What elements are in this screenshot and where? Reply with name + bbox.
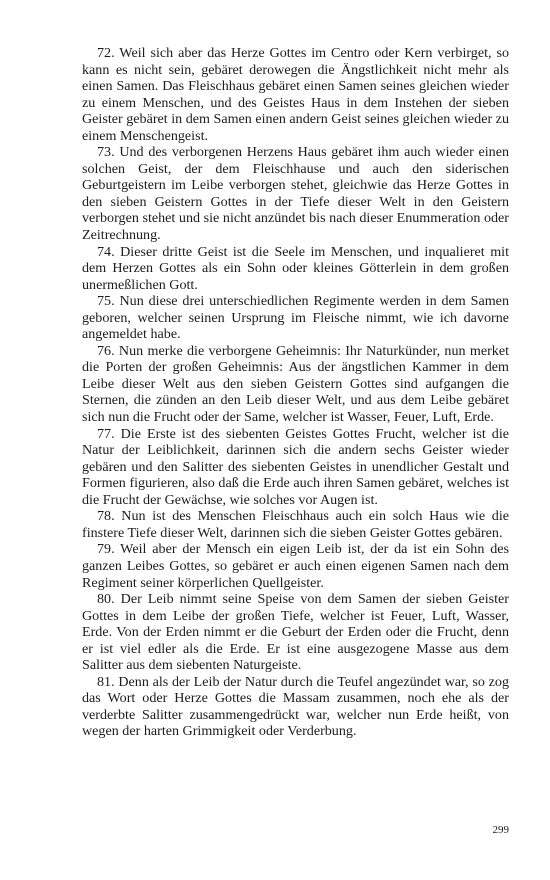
- paragraph-81: 81. Denn als der Leib der Natur durch die Teufel angezündet war, so zog das Wort oder Herze Gottes die Massam zusammen, noch ehe als der verderbte Salitter zusammengedrückt war, welcher nun Erde heißt, von wegen der harten Grimmigkeit oder Verderbung.: [82, 673, 509, 740]
- paragraph-79: 79. Weil aber der Mensch ein eigen Leib ist, der da ist ein Sohn des ganzen Leibes Gottes, so gebäret er auch einen eigenen Samen nach dem Regiment seiner körperlichen Quellgeister.: [82, 541, 509, 591]
- paragraph-74: 74. Dieser dritte Geist ist die Seele im Menschen, und inqualieret mit dem Herzen Gottes als ein Sohn oder kleines Götterlein in dem großen unermeßlichen Gott.: [82, 243, 509, 293]
- page-number: 299: [492, 824, 509, 836]
- paragraph-78: 78. Nun ist des Menschen Fleischhaus auch ein solch Haus wie die finstere Tiefe dieser Welt, darinnen sich die sieben Geister Gottes gebären.: [82, 508, 509, 541]
- paragraph-76: 76. Nun merke die verborgene Geheimnis: Ihr Naturkünder, nun merket die Porten der großen Geheimnis: Aus der ängstlichen Kammer in dem Leibe dieser Welt aus den sieben Geistern Gottes sind aufgangen die Sternen, die zünden an den Leib dieser Welt, und aus dem Leibe gebäret sich nun die Frucht oder der Same, welcher ist Wasser, Feuer, Luft, Erde.: [82, 342, 509, 426]
- paragraph-80: 80. Der Leib nimmt seine Speise von dem Samen der sieben Geister Gottes in dem Leibe der großen Tiefe, welcher ist Feuer, Luft, Wasser, Erde. Von der Erden nimmt er die Geburt der Erden oder die Frucht, denn er ist viel edler als die Erde. Er ist eine ausgezogene Masse aus dem Salitter aus dem siebenten Naturgeiste.: [82, 591, 509, 674]
- paragraph-77: 77. Die Erste ist des siebenten Geistes Gottes Frucht, welcher ist die Natur der Leiblichkeit, darinnen sich die andern sechs Geister wieder gebären und den Salitter des siebenten Geistes in unendlicher Gestalt und Formen figurieren, also daß die Erde auch ihren Samen gebäret, welches ist die Frucht der Gewächse, wie solches vor Augen ist.: [82, 425, 509, 508]
- paragraph-72: 72. Weil sich aber das Herze Gottes im Centro oder Kern verbirget, so kann es nicht sein, gebäret derowegen die Ängstlichkeit nicht mehr als einen Samen. Das Fleischhaus gebäret einen Samen seines gleichen wieder zu einem Menschen, und des Geistes Haus in dem Instehen der sieben Geister gebäret in dem Samen einen andern Geist seines gleichen wieder zu einem Menschengeist.: [82, 45, 509, 144]
- paragraph-73: 73. Und des verborgenen Herzens Haus gebäret ihm auch wieder einen solchen Geist, der dem Fleischhause und auch den siderischen Geburtgeistern im Leibe verborgen stehet, gleichwie das Herze Gottes in den sieben Geistern Gottes in der Tiefe dieser Welt in den Geistern verborgen stehet und sie nicht anzündet bis nach dieser Enummeration oder Zeitrechnung.: [82, 144, 509, 244]
- paragraph-75: 75. Nun diese drei unterschiedlichen Regimente werden in dem Samen geboren, welcher seinen Ursprung im Fleische nimmt, wie ich davorne angemeldet habe.: [82, 293, 509, 343]
- body-text: [82, 45, 509, 740]
